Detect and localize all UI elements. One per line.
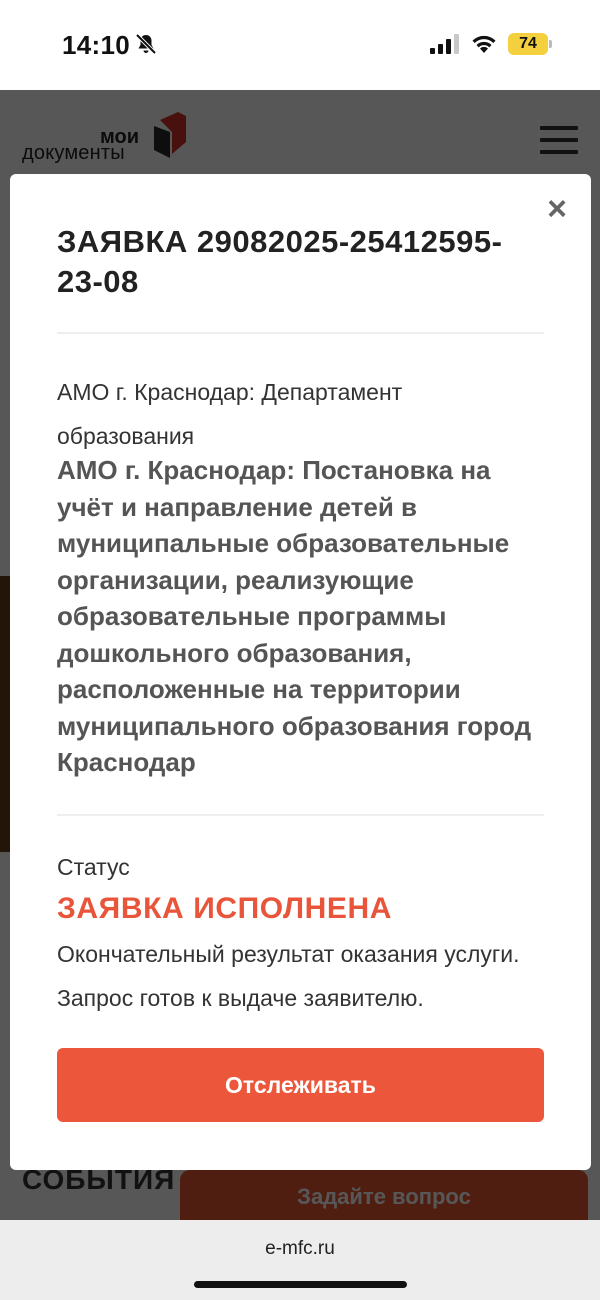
clock: 14:10: [62, 30, 130, 60]
browser-bottom-bar: [0, 1220, 600, 1300]
home-indicator[interactable]: [194, 1281, 407, 1288]
service-name: АМО г. Краснодар: Постановка на учёт и направление детей в муниципальные образовательные организации, реализующие образовательные программы дошкольного образования, расположенные на территории муниципального образования город Краснодар: [57, 455, 532, 777]
status-bar: [0, 0, 600, 90]
bell-slash-icon: [134, 32, 158, 56]
signal-icon: [430, 34, 462, 54]
application-modal: [10, 174, 591, 1170]
track-button[interactable]: Отслеживать: [57, 1048, 544, 1122]
close-icon[interactable]: ×: [547, 190, 567, 228]
department-name: АМО г. Краснодар: Департамент образования: [57, 379, 403, 449]
battery-icon: 74: [508, 33, 548, 55]
divider: [57, 332, 544, 334]
divider: [57, 814, 544, 816]
modal-title: ЗАЯВКА 29082025-25412595-23-08: [57, 224, 503, 299]
status-description: Окончательный результат оказания услуги. Запрос готов к выдаче заявителю.: [57, 941, 520, 1011]
url-label[interactable]: e-mfc.ru: [265, 1238, 335, 1259]
status-value: ЗАЯВКА ИСПОЛНЕНА: [57, 892, 393, 925]
wifi-icon: [470, 32, 498, 54]
battery-cap: [549, 40, 552, 48]
status-label: Статус: [57, 854, 130, 880]
